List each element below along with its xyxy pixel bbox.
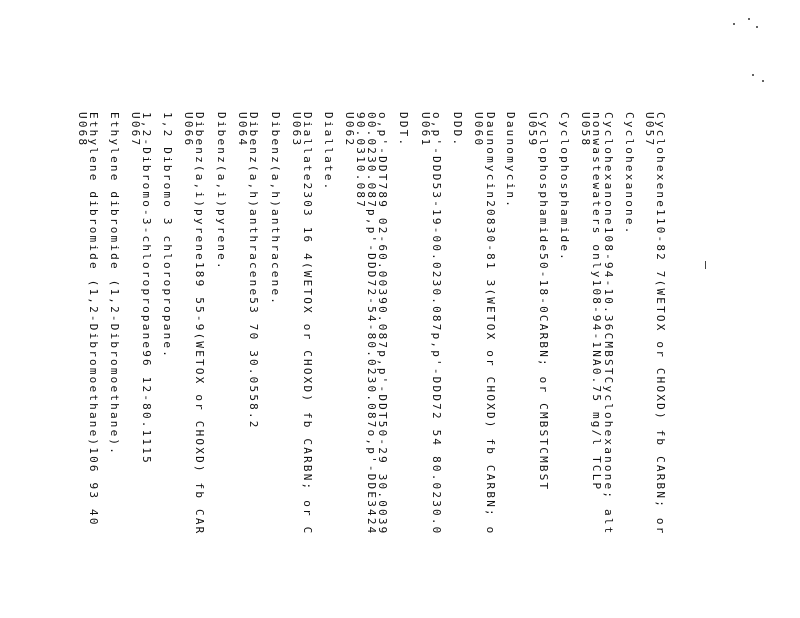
text-line: U058 (579, 112, 592, 148)
scan-speck (762, 80, 764, 82)
text-line: Dibenz(a,i)pyrene. (215, 112, 228, 271)
text-line: U067 (129, 112, 142, 148)
scan-speck (752, 74, 754, 76)
text-line: DDT. (397, 112, 410, 148)
text-line: DDD. (451, 112, 464, 148)
text-line: Diallate2303 16 4(WETOX or CHOXD) fb CARBN; or C (301, 112, 314, 536)
text-line: o,p'-DDT789 02-60.00390.087p,p'-DDT50-29 30.0039 (376, 112, 389, 536)
text-line: U060 (472, 112, 485, 148)
text-line: Dibenz(a,h)anthracene. (269, 112, 282, 307)
text-line: Cyclohexanone. (623, 112, 636, 236)
text-line: Daunomycin20830-81 3(WETOX or CHOXD) fb CARBN; o (484, 112, 497, 536)
text-line: o,p'-DDD53-19-00.0230.087p,p'-DDD72 54 80.0230.0 (430, 112, 443, 536)
text-line: U057 (643, 112, 656, 148)
scan-speck (733, 23, 735, 25)
text-line: 90.0310.087 (354, 112, 367, 210)
text-line: nonwastewaters only108-94-1NA0.75 mg/l TCLP (590, 112, 603, 492)
text-line: Dibenz(a,h)anthracene53 70 30.0558.2 (247, 112, 260, 430)
scan-mark (705, 261, 706, 269)
scan-speck (756, 26, 758, 28)
text-line: U066 (182, 112, 195, 148)
text-line: Ethylene dibromide (1,2-Dibromoethane)106 93 40 (87, 112, 100, 527)
text-line: 1,2-Dibromo-3-chloropropane96 12-80.1115 (140, 112, 153, 465)
text-line: U061 (419, 112, 432, 148)
text-line: 1,2 Dibromo 3 chloropropane. (161, 112, 174, 360)
text-line: 00.0230.087p,p'-DDD72-54-80.0230.087o,p'-DDE3424 (365, 112, 378, 536)
text-line: U064 (236, 112, 249, 148)
text-line: U063 (290, 112, 303, 148)
text-line: Dibenz(a,i)pyrene189 55-9(WETOX or CHOXD) fb CAR (193, 112, 206, 536)
text-line: Ethylene dibromide (1,2-Dibromoethane). (108, 112, 121, 457)
text-line: Diallate. (322, 112, 335, 192)
text-line: Cyclohexanone108-94-10.36CMBSTCyclohexanone; alt (602, 112, 615, 536)
text-line: U059 (526, 112, 539, 148)
text-line: Daunomycin. (504, 112, 517, 210)
text-line: U062 (343, 112, 356, 148)
text-line: U068 (76, 112, 89, 148)
text-line: Cyclophosphamide50-18-0CARBN; or CMBSTCMBST (537, 112, 550, 492)
scan-speck (748, 18, 750, 20)
text-line: Cyclophosphamide. (558, 112, 571, 262)
text-line: Cyclohexene110-82 7(WETOX or CHOXD) fb CARBN; or (654, 112, 667, 536)
